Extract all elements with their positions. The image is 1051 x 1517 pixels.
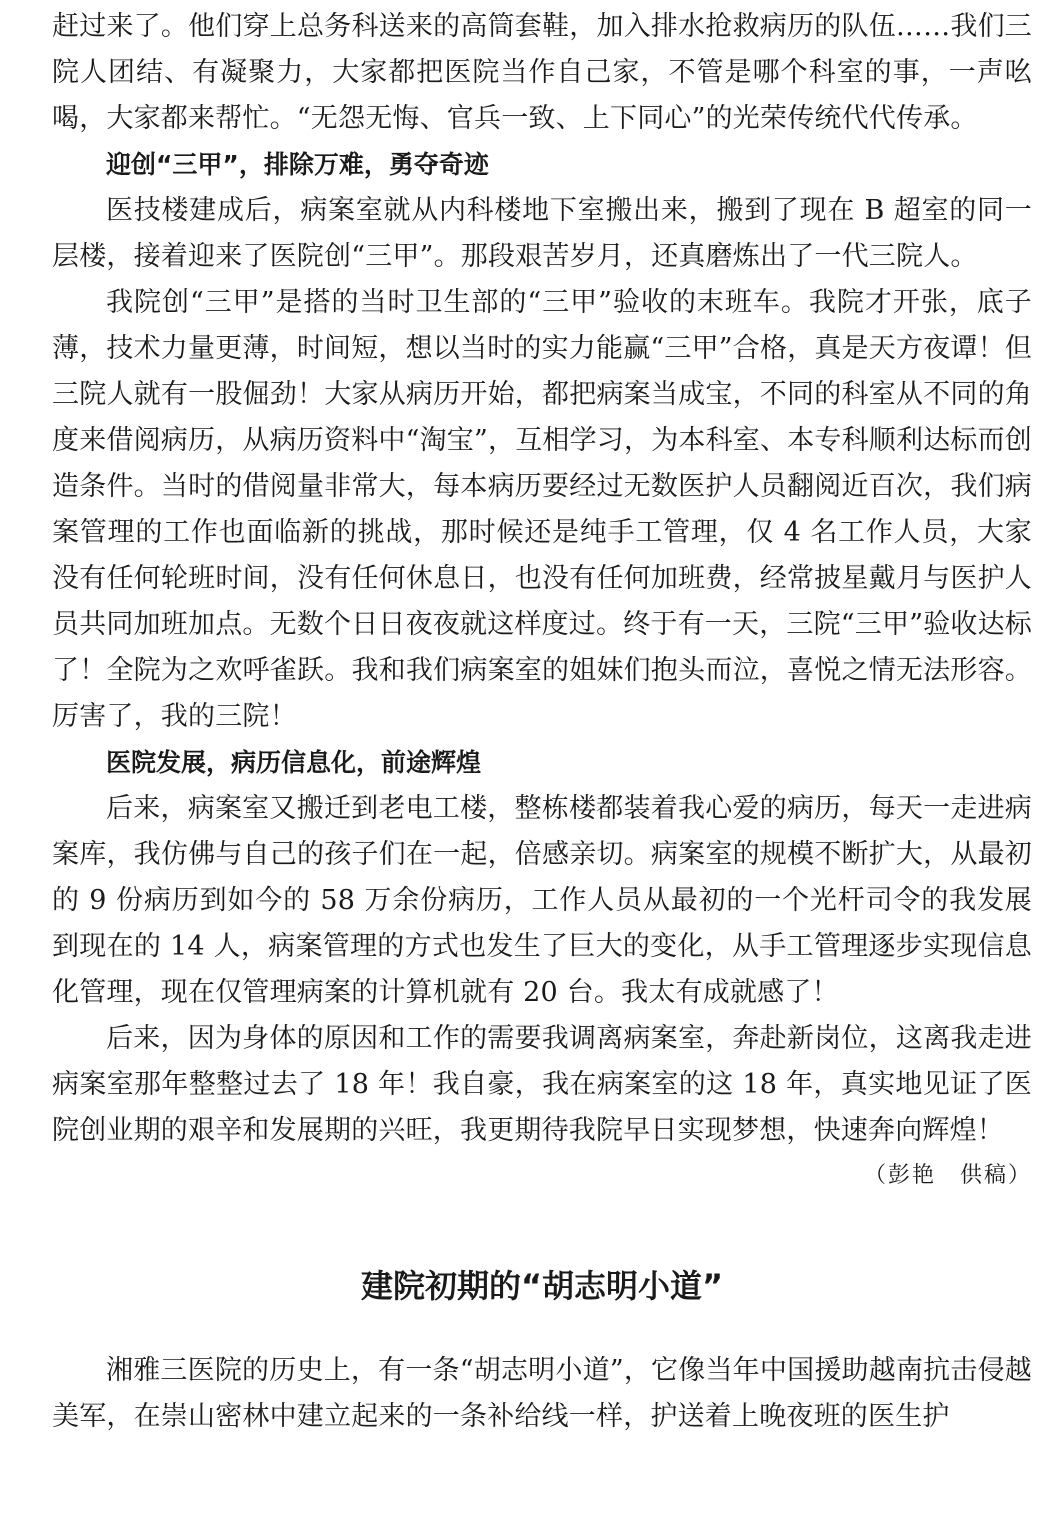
section-heading-sanjia: 迎创“三甲”，排除万难，勇夺奇迹 [106,150,489,179]
document-page [52,0,1032,1440]
paragraph-continued: 赶过来了。他们穿上总务科送来的高筒套鞋，加入排水抢救病历的队伍……我们三院人团结、有凝聚力，大家都把医院当作自己家，不管是哪个科室的事，一声吆喝，大家都来帮忙。“无怨无悔、官兵一致、上下同心”的光荣传统代代传承。 [52,11,1032,134]
paragraph-intro: 湘雅三医院的历史上，有一条“胡志明小道”，它像当年中国援助越南抗击侵越美军，在崇山密林中建立起来的一条补给线一样，护送着上晚夜班的医生护 [52,1355,1032,1432]
section-heading-development: 医院发展，病历信息化，前途辉煌 [106,748,482,777]
article-title: 建院初期的“胡志明小道” [360,1267,724,1305]
paragraph-relocation: 医技楼建成后，病案室就从内科楼地下室搬出来，搬到了现在 B 超室的同一层楼，接着迎来了医院创“三甲”。那段艰苦岁月，还真磨炼出了一代三院人。 [52,195,1032,272]
paragraph-development: 后来，病案室又搬迁到老电工楼，整栋楼都装着我心爱的病历，每天一走进病案库，我仿佛与自己的孩子们在一起，倍感亲切。病案室的规模不断扩大，从最初的 9 份病历到如今的 58 万余份病历，工作人员从最初的一个光杆司令的我发展到现在的 14 人，病案管理的方式也发生了巨大的变化，从手工管理逐步实现信息化管理，现在仅管理病案的计算机就有 20 台。我太有成就感了！ [52,793,1032,1008]
paragraph-conclusion: 后来，因为身体的原因和工作的需要我调离病案室，奔赴新岗位，这离我走进病案室那年整整过去了 18 年！我自豪，我在病案室的这 18 年，真实地见证了医院创业期的艰辛和发展期的兴旺，我更期待我院早日实现梦想，快速奔向辉煌！ [52,1023,1032,1146]
author-credit: （彭艳 供稿） [863,1163,1032,1188]
paragraph-sanjia: 我院创“三甲”是搭的当时卫生部的“三甲”验收的末班车。我院才开张，底子薄，技术力量更薄，时间短，想以当时的实力能赢“三甲”合格，真是天方夜谭！但三院人就有一股倔劲！大家从病历开始，都把病案当成宝，不同的科室从不同的角度来借阅病历，从病历资料中“淘宝”，互相学习，为本科室、本专科顺利达标而创造条件。当时的借阅量非常大，每本病历要经过无数医护人员翻阅近百次，我们病案管理的工作也面临新的挑战，那时候还是纯手工管理，仅 4 名工作人员，大家没有任何轮班时间，没有任何休息日，也没有任何加班费，经常披星戴月与医护人员共同加班加点。无数个日日夜夜就这样度过。终于有一天，三院“三甲”验收达标了！全院为之欢呼雀跃。我和我们病案室的姐妹们抱头而泣，喜悦之情无法形容。厉害了，我的三院！ [52,287,1033,732]
